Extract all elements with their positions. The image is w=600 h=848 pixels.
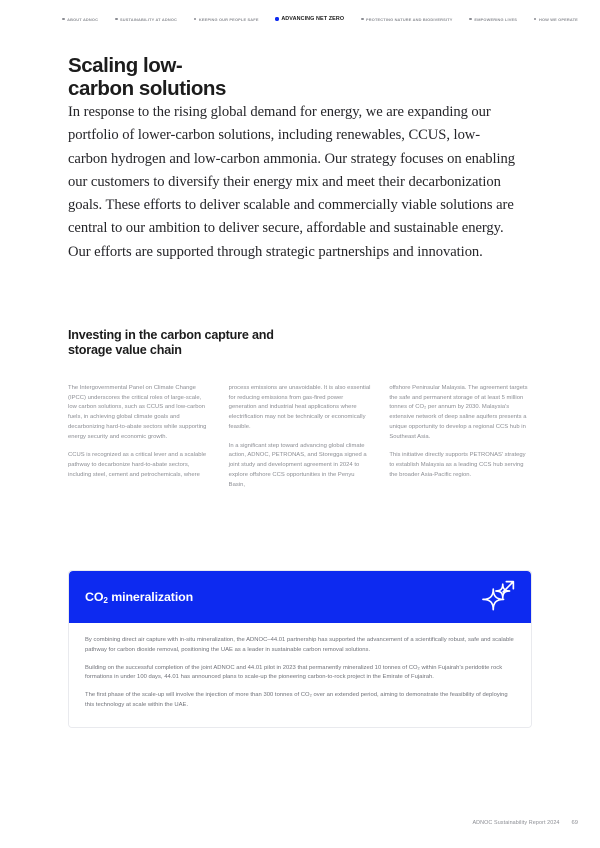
body-paragraph: CCUS is recognized as a critical lever and a scalable pathway to decarbonize hard-to-abate sectors, including steel, cement and petrochemicals, where: [68, 452, 207, 478]
callout-body: [69, 623, 531, 727]
callout-title: [85, 590, 193, 604]
body-paragraph: The Intergovernmental Panel on Climate Change (IPCC) underscores the critical roles of large-scale, low carbon solutions, such as CCUS and low-carbon fuels, in achieving global climate goals and decarbonizing hard-to-abate sectors while supporting energy security and economic growth.: [68, 385, 207, 440]
body-column-3: [389, 384, 532, 490]
nav-item-keeping-our-people-safe[interactable]: [194, 17, 259, 22]
nav-item-label: KEEPING OUR PEOPLE SAFE: [198, 16, 259, 22]
callout-paragraph: The first phase of the scale-up will involve the injection of more than 300 tonnes of CO₂ over an extended period, aiming to demonstrate the feasibility of deploying this technology at scale within the UAE.: [85, 692, 508, 708]
nav-item-label: SUSTAINABILITY AT ADNOC: [120, 16, 178, 22]
bullet-icon: [469, 18, 472, 21]
nav-item-label: EMPOWERING LIVES: [474, 16, 518, 22]
bullet-icon: [194, 18, 197, 21]
body-column-2: [229, 384, 372, 490]
callout-card-co2-mineralization: [68, 570, 532, 728]
nav-item-label: ADVANCING NET ZERO: [281, 16, 345, 22]
section-navigation: [0, 16, 600, 22]
callout-paragraph: Building on the successful completion of the joint ADNOC and 44.01 pilot in 2023 that permanently mineralized 10 tonnes of CO₂ within Fujairah's peridotite rock formations in under 100 days, 44.01 has announced plans to scale-up the pioneering carbon-to-rock project in the Emirate of Fujairah.: [85, 664, 503, 681]
bullet-icon: [361, 18, 364, 21]
nav-item-label: HOW WE OPERATE: [538, 16, 578, 22]
nav-item-empowering-lives[interactable]: [469, 17, 517, 22]
page-title-line-2: carbon solutions: [68, 76, 226, 100]
callout-title-main: CO: [85, 590, 104, 604]
callout-paragraph: By combining direct air capture with in-situ mineralization, the ADNOC–44.01 partnership has supported the advancement of a scientifically robust, safe and scalable pathway for carbon dioxide removal, positioning the UAE as a leader in sustainable carbon removal solutions.: [85, 637, 514, 653]
body-paragraph: process emissions are unavoidable. It is also essential for reducing emissions from gas-fired power generation and industrial heat applications where electrification may not be technically or economically feasible.: [228, 385, 371, 430]
body-paragraph: In a significant step toward advancing global climate action, ADNOC, PETRONAS, and Storegga signed a joint study and development agreement in 2024 to explore offshore CCS opportunities in the Penyu Basin,: [228, 442, 367, 488]
bullet-icon: [275, 17, 278, 20]
body-paragraph: This initiative directly supports PETRONAS' strategy to establish Malaysia as a leading CCS hub serving the broader Asia-Pacific region.: [389, 452, 526, 478]
nav-item-how-we-operate[interactable]: [534, 17, 578, 22]
callout-header: [69, 571, 531, 623]
bullet-icon: [115, 18, 118, 21]
callout-title-rest: mineralization: [107, 590, 194, 604]
page-title-line-1: Scaling low-: [68, 54, 183, 77]
page-footer: [472, 820, 578, 826]
callout-title-subscript: 2: [103, 596, 108, 606]
nav-item-protecting-nature-and-biodiversity[interactable]: [361, 17, 453, 22]
nav-item-label: PROTECTING NATURE AND BIODIVERSITY: [366, 16, 453, 22]
body-column-1: [68, 384, 211, 490]
bullet-icon: [534, 18, 537, 21]
footer-report-label: ADNOC Sustainability Report 2024: [472, 820, 560, 826]
nav-item-about-adnoc[interactable]: [62, 17, 98, 22]
section-subtitle: Investing in the carbon capture and storage value chain: [68, 328, 274, 358]
nav-item-label: ABOUT ADNOC: [67, 16, 99, 22]
intro-paragraph: In response to the rising global demand for energy, we are expanding our portfolio of lower-carbon solutions, including renewables, CCUS, low-carbon hydrogen and low-carbon ammonia. Our strategy focuses on enabling our customers to diversify their energy mix and meet their decarbonization goals. These efforts to deliver scalable and commercially viable solutions are central to our ambition to deliver secure, affordable and sustainable energy. Our efforts are supported through strategic partnerships and innovation.: [68, 104, 516, 260]
page-title: [68, 55, 368, 100]
sparkle-arrow-icon: [479, 578, 517, 616]
three-column-body: [68, 384, 532, 490]
body-paragraph: offshore Peninsular Malaysia. The agreement targets the safe and permanent storage of at least 5 million tonnes of CO₂ per annum by 2030. Malaysia's extensive network of deep saline aquifers presents a unique opportunity to develop a regional CCS hub in Southeast Asia.: [389, 385, 528, 440]
nav-item-advancing-net-zero[interactable]: [275, 16, 344, 22]
footer-page-number: 69: [571, 820, 578, 826]
bullet-icon: [62, 18, 65, 21]
nav-item-sustainability-at-adnoc[interactable]: [115, 17, 177, 22]
